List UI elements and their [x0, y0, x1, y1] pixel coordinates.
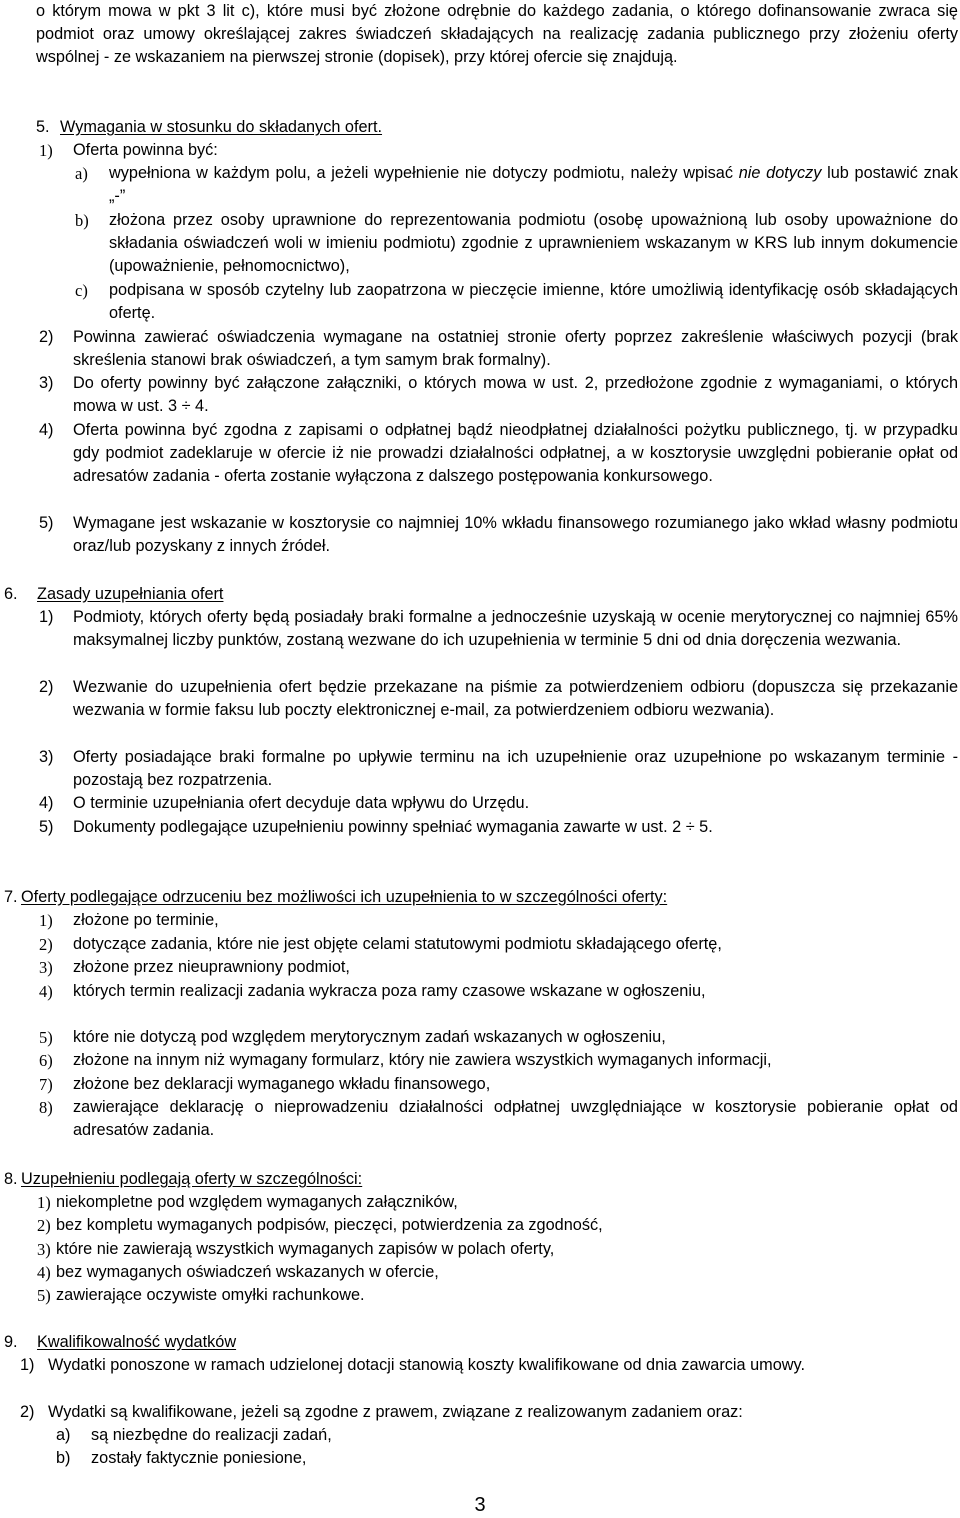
list-item-text: niekompletne pod względem wymaganych załączników, — [56, 1193, 458, 1211]
section-heading: Oferty podlegające odrzuceniu bez możliwości ich uzupełnienia to w szczególności oferty: — [21, 888, 668, 906]
list-marker: 1) — [39, 141, 53, 160]
list-item-text: Oferta powinna być zgodna z zapisami o odpłatnej bądź nieodpłatnej działalności pożytku publicznego, tj. w przypadku gdy podmiot zadeklaruje w ofercie iż nie prowadzi działalności odpłatnej, a w kosztorysie uwzględni pobieranie opłat od adresatów zadania - oferta zostanie wyłączona z dalszego postępowania konkursowego. — [73, 421, 958, 486]
list-item-text: bez kompletu wymaganych podpisów, pieczęci, potwierdzenia za zgodność, — [56, 1216, 603, 1234]
list-marker: c) — [75, 281, 88, 300]
list-marker: 2) — [39, 328, 54, 346]
list-marker: 4) — [37, 1263, 51, 1282]
list-marker: 3) — [39, 958, 53, 977]
list-item-text: są niezbędne do realizacji zadań, — [91, 1426, 332, 1444]
list-item-text: złożone na innym niż wymagany formularz, który nie zawiera wszystkich wymaganych informacji, — [73, 1051, 772, 1069]
list-marker: 2) — [39, 678, 54, 696]
list-item-text: Do oferty powinny być załączone załączniki, o których mowa w ust. 2, przedłożone zgodnie z wymaganiami, o których mowa w ust. 3 ÷ 4. — [73, 374, 958, 416]
list-item-text: Oferty posiadające braki formalne po upływie terminu na ich uzupełnienie oraz uzupełnione po wskazanym terminie - pozostają bez rozpatrzenia. — [73, 748, 958, 790]
section-number: 5. — [36, 118, 50, 136]
section-number: 8. — [4, 1170, 18, 1188]
page-number: 3 — [474, 1494, 486, 1516]
list-marker: 4) — [39, 982, 53, 1001]
list-marker: 5) — [39, 818, 54, 836]
list-marker: 5) — [37, 1286, 51, 1305]
list-marker: a) — [56, 1426, 71, 1444]
intro-paragraph: o którym mowa w pkt 3 lit c), które musi być złożone odrębnie do każdego zadania, o którego dofinansowanie zwraca się podmiot oraz umowy określającej zakres świadczeń składających na realizację zadania publicznego przy złożeniu oferty wspólnej - ze wskazaniem na pierwszej stronie (dopisek), przy której ofercie się znajdują. — [36, 2, 958, 67]
list-marker: 1) — [39, 911, 53, 930]
list-item-text: Wydatki ponoszone w ramach udzielonej dotacji stanowią koszty kwalifikowane od dnia zawarcia umowy. — [48, 1356, 805, 1374]
section-number: 7. — [4, 888, 18, 906]
section-number: 9. — [4, 1333, 18, 1351]
list-item-text: zostały faktycznie poniesione, — [91, 1449, 307, 1467]
list-item-text: Wezwanie do uzupełnienia ofert będzie przekazane na piśmie za potwierdzeniem odbioru (dopuszcza się przekazanie wezwania w formie faksu lub poczty elektronicznej e-mail, za potwierdzeniem odbioru wezwania). — [73, 678, 958, 720]
list-marker: 7) — [39, 1075, 53, 1094]
list-marker: 2) — [39, 935, 53, 954]
list-marker: 5) — [39, 1028, 53, 1047]
list-item-text: Dokumenty podlegające uzupełnieniu powinny spełniać wymagania zawarte w ust. 2 ÷ 5. — [73, 818, 713, 836]
list-marker: b) — [75, 211, 89, 230]
list-marker: 1) — [39, 608, 54, 626]
section-heading: Uzupełnieniu podlegają oferty w szczególności: — [21, 1170, 363, 1188]
section-heading: Wymagania w stosunku do składanych ofert. — [60, 118, 383, 136]
section-heading: Zasady uzupełniania ofert — [37, 585, 224, 603]
section-heading: Kwalifikowalność wydatków — [37, 1333, 237, 1351]
list-item-text: bez wymaganych oświadczeń wskazanych w ofercie, — [56, 1263, 439, 1281]
list-item-text: Wydatki są kwalifikowane, jeżeli są zgodne z prawem, związane z realizowanym zadaniem oraz: — [48, 1403, 743, 1421]
list-item-text: zawierające deklarację o nieprowadzeniu działalności odpłatnej uwzględniające w kosztorysie pobieranie opłat od adresatów zadania. — [73, 1098, 958, 1140]
list-item-text: O terminie uzupełniania ofert decyduje data wpływu do Urzędu. — [73, 794, 530, 812]
list-item-text: których termin realizacji zadania wykracza poza ramy czasowe wskazane w ogłoszeniu, — [73, 982, 706, 1000]
list-marker: 2) — [37, 1216, 51, 1235]
list-item-text: Podmioty, których oferty będą posiadały braki formalne a jednocześnie uzyskają w ocenie merytorycznej co najmniej 65% maksymalnej liczby punktów, zostaną wezwane do ich uzupełnienia w terminie 5 dni od dnia doręczenia wezwania. — [73, 608, 958, 650]
list-item-text: które nie zawierają wszystkich wymaganych zapisów w polach oferty, — [56, 1240, 555, 1258]
list-marker: 6) — [39, 1051, 53, 1070]
list-item-text: podpisana w sposób czytelny lub zaopatrzona w pieczęcie imienne, które umożliwią identyfikację osób składających ofertę. — [109, 281, 958, 323]
list-item-text: złożone przez nieuprawniony podmiot, — [73, 958, 350, 976]
list-item-text: zawierające oczywiste omyłki rachunkowe. — [56, 1286, 365, 1304]
list-item-text: złożone po terminie, — [73, 911, 219, 929]
list-item-text: złożone bez deklaracji wymaganego wkładu finansowego, — [73, 1075, 491, 1093]
list-item-text: które nie dotyczą pod względem merytorycznym zadań wskazanych w ogłoszeniu, — [73, 1028, 666, 1046]
list-item-text: dotyczące zadania, które nie jest objęte celami statutowymi podmiotu składającego ofertę, — [73, 935, 722, 953]
list-item-text: złożona przez osoby uprawnione do reprezentowania podmiotu (osobę upoważnioną lub osoby upoważnione do składania oświadczeń woli w imieniu podmiotu) zgodnie z uprawnieniem wskazanym w KRS lub innym dokumencie (upoważnienie, pełnomocnictwo), — [109, 211, 958, 276]
list-item-text: Oferta powinna być: — [73, 141, 218, 159]
section-number: 6. — [4, 585, 18, 603]
list-marker: 2) — [20, 1403, 35, 1421]
list-marker: b) — [56, 1449, 71, 1467]
list-item-text: Powinna zawierać oświadczenia wymagane na ostatniej stronie oferty poprzez zakreślenie właściwych pozycji (brak skreślenia stanowi brak oświadczeń, a tym samym brak formalny). — [73, 328, 958, 370]
list-marker: 1) — [20, 1356, 35, 1374]
list-item-text: wypełniona w każdym polu, a jeżeli wypełnienie nie dotyczy podmiotu, należy wpisać nie dotyczy lub postawić znak „-” — [109, 164, 958, 206]
list-marker: 3) — [39, 374, 54, 392]
list-marker: a) — [75, 164, 88, 183]
list-marker: 4) — [39, 421, 54, 439]
list-item-text: Wymagane jest wskazanie w kosztorysie co najmniej 10% wkładu finansowego rozumianego jako wkład własny podmiotu oraz/lub pozyskany z innych źródeł. — [73, 514, 958, 556]
list-marker: 5) — [39, 514, 54, 532]
italic-term: nie dotyczy — [738, 164, 822, 182]
list-marker: 1) — [37, 1193, 51, 1212]
list-marker: 4) — [39, 794, 54, 812]
list-marker: 3) — [39, 748, 54, 766]
list-marker: 8) — [39, 1098, 53, 1117]
list-marker: 3) — [37, 1240, 51, 1259]
